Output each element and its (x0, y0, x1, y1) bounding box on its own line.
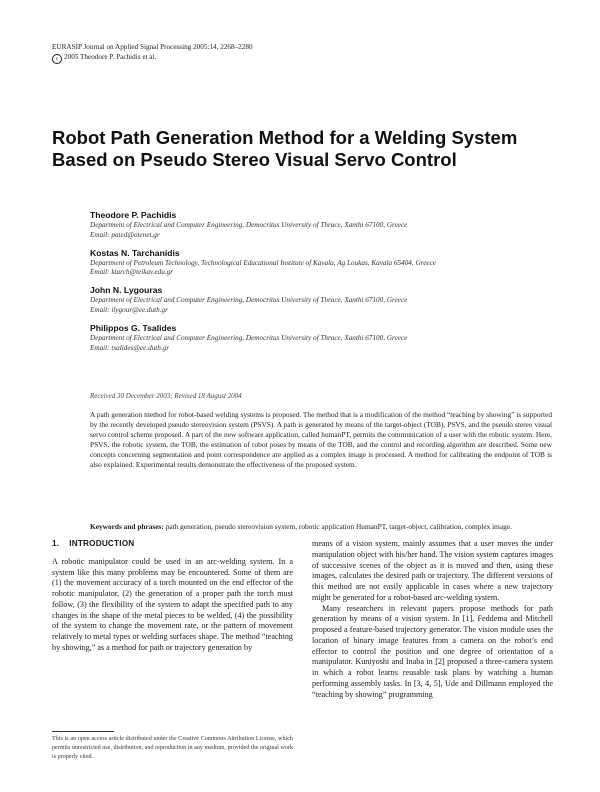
copyright-text: 2005 Theodore P. Pachidis et al. (64, 53, 157, 61)
author-name: Kostas N. Tarchanidis (90, 247, 180, 258)
section-heading (52, 539, 293, 550)
keywords-label: Keywords and phrases: (90, 522, 164, 531)
license-footnote: This is an open access article distributed under the Creative Commons Attribution License, which permits unrestricted use, distribution, and reproduction in any medium, provided the original work is properly cited. (52, 736, 293, 760)
author-block (90, 322, 560, 354)
copyright-icon: c (52, 54, 62, 64)
paper-title: Robot Path Generation Method for a Welding System Based on Pseudo Stereo Visual Servo Control (52, 127, 518, 170)
author-email[interactable]: Email: ilygour@ee.duth.gr (90, 305, 168, 314)
keywords (90, 522, 552, 532)
author-affiliation: Department of Electrical and Computer Engineering, Democritus University of Thrace, Xanthi 67100, Greece (90, 296, 408, 305)
intro-paragraph-continued: means of a vision system, mainly assumes that a user moves the under manipulation object with his/her hand. The vision system captures images of successive scenes of the object as it is moved and then, using these images, calculates the desired path or trajectory. The different versions of this method are not easily applicable in cases where a new trajectory might be generated for a robot-based arc-welding system. (312, 539, 553, 602)
footnote-divider (52, 731, 114, 732)
section-number: 1. (52, 539, 60, 548)
author-affiliation: Department of Electrical and Computer Engineering, Democritus University of Thrace, Xanthi 67100, Greece (90, 221, 408, 229)
author-list (90, 209, 560, 359)
author-name: Theodore P. Pachidis (90, 210, 177, 220)
section-title: INTRODUCTION (69, 539, 135, 548)
author-email[interactable]: Email: tsalides@ee.duth.gr (90, 343, 170, 352)
abstract: A path generation method for robot-based welding systems is proposed. The method that is a modification of the method “teaching by showing” is supported by the recently developed pseudo stereovision system (PSVS). A path is generated by means of the target-object (TOB), PSVS, and the pseudo stereo visual servo control scheme proposed. A part of the new software application, called humanPT, permits the communication of a user with the robotic system. Here, PSVS, the robotic system, the TOB, the estimation of robot poses by means of the TOB, and the control and recording algorithm are described. Some new concepts concerning segmentation and point correspondence are applied as a complex image is processed. A method for calibrating the endpoint of TOB is also explained. Experimental results demonstrate the effectiveness of the proposed system. (90, 410, 552, 470)
author-block (90, 284, 560, 316)
author-email[interactable]: Email: ktarch@teikav.edu.gr (90, 268, 174, 277)
right-column (312, 539, 553, 700)
author-affiliation: Department of Petroleum Technology, Technological Educational Institute of Kavala, Ag Loukas, Kavala 65404, Greece (90, 258, 436, 267)
journal-header (52, 42, 253, 64)
intro-paragraph: A robotic manipulator could be used in an arc-welding system. In a system like this many problems may be encountered. Some of them are (1) the movement accuracy of a torch mounted on the end effector of the robotic manipulator, (2) the generation of a proper path the torch must follow, (3) the flexibility of the system to adapt the specified path to any changes in the shape of the metal pieces to be welded, (4) the possibility of the system to change the movement rate, or the pattern of movement relatively to metal types or welding surfaces shape. The method “teaching by showing,” as a method for path or trajectory generation by (52, 556, 293, 652)
author-block (90, 247, 560, 279)
author-name: Philippos G. Tsalides (90, 322, 177, 333)
left-column (52, 539, 293, 654)
received-dates: Received 30 December 2003; Revised 18 August 2004 (90, 392, 242, 400)
author-email[interactable]: Email: pated@otenet.gr (90, 230, 160, 239)
author-affiliation: Department of Electrical and Computer Engineering, Democritus University of Thrace, Xanthi 67100, Greece (90, 333, 408, 342)
copyright-line (52, 52, 253, 64)
journal-citation: EURASIP Journal on Applied Signal Processing 2005:14, 2268–2280 (52, 43, 253, 51)
author-name: John N. Lygouras (90, 285, 163, 296)
keywords-text: path generation, pseudo stereovision system, robotic application HumanPT, target-object, calibration, complex image. (165, 522, 512, 531)
author-block (90, 209, 560, 241)
related-work-paragraph: Many researchers in relevant papers propose methods for path generation by means of a vision system. In [1], Feddema and Mitchell proposed a feature-based trajectory generator. The vision module uses the location of binary image features from a camera on the robot’s end effector to control the position and one degree of orientation of a manipulator. Kuniyoshi and Inaba in [2] proposed a three-camera system in which a robot learns reusable task plans by watching a human performing assembly tasks. In [3, 4, 5], Ude and Dillmann employed the “teaching by showing” programming (312, 603, 553, 699)
